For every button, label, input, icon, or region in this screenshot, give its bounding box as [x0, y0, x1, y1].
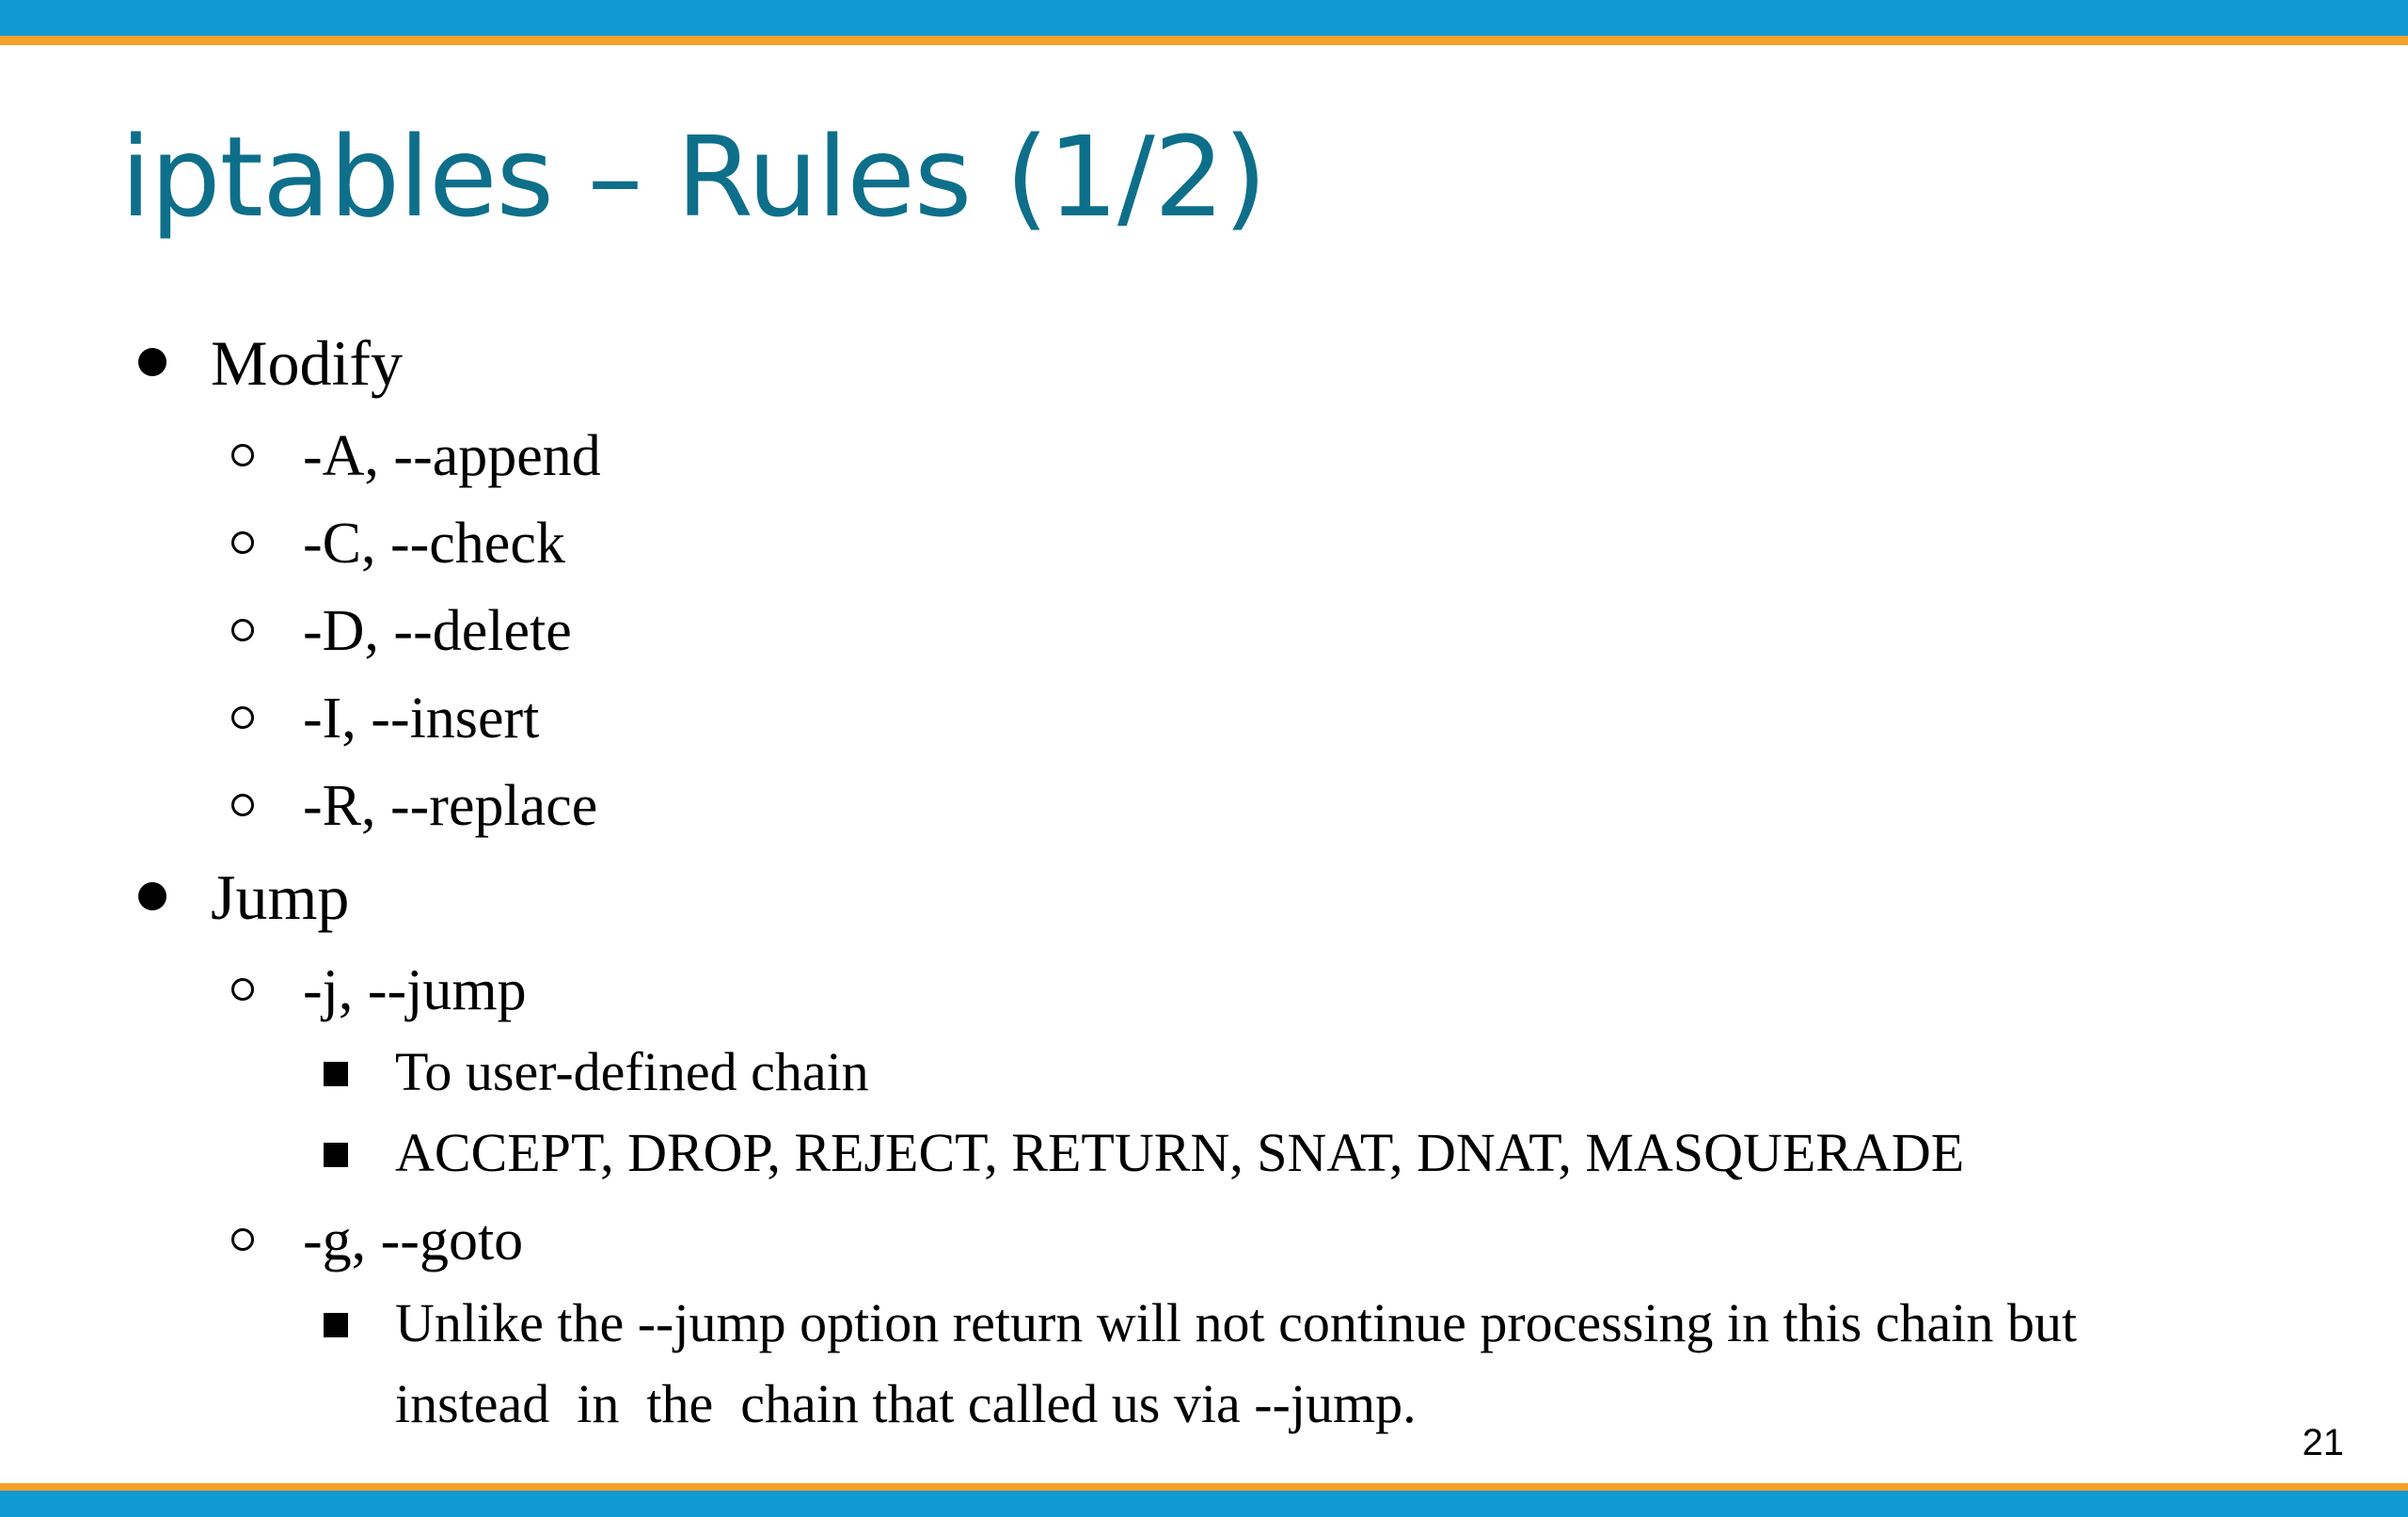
bullet-square-icon — [324, 1062, 348, 1086]
bottom-accent-stripe — [0, 1483, 2408, 1491]
list-item-text: -C, --check — [303, 512, 565, 576]
bullet-circle-icon — [231, 706, 254, 729]
list-item-text: -g, --goto — [303, 1209, 524, 1272]
bullet-text: Modify — [211, 327, 403, 399]
bullet-square-icon — [324, 1313, 348, 1337]
sub-item-goto-description-continued: instead in the chain that called us via --jump. — [395, 1373, 1417, 1434]
sub-item-text: ACCEPT, DROP, REJECT, RETURN, SNAT, DNAT, MASQUERADE — [395, 1122, 1965, 1183]
bullet-disc-icon — [138, 882, 166, 910]
top-band — [0, 0, 2408, 36]
list-item-text: -j, --jump — [303, 958, 527, 1022]
slide-title: iptables – Rules (1/2) — [120, 112, 1266, 242]
bullet-text: Jump — [211, 861, 350, 933]
page-number: 21 — [2302, 1422, 2344, 1463]
bullet-circle-icon — [231, 444, 254, 466]
bottom-band — [0, 1491, 2408, 1517]
bullet-circle-icon — [231, 619, 254, 641]
bullet-square-icon — [324, 1143, 348, 1167]
list-item-text: -I, --insert — [303, 687, 540, 751]
bullet-circle-icon — [231, 531, 254, 554]
bullet-circle-icon — [231, 978, 254, 1001]
list-item-text: -D, --delete — [303, 599, 572, 663]
sub-item-text: To user-defined chain — [395, 1041, 869, 1102]
list-item-text: -A, --append — [303, 424, 601, 488]
bullet-disc-icon — [138, 348, 166, 376]
bullet-circle-icon — [231, 1228, 254, 1251]
top-accent-stripe — [0, 36, 2408, 45]
list-item-text: -R, --replace — [303, 774, 598, 838]
bullet-circle-icon — [231, 794, 254, 816]
sub-item-text: Unlike the --jump option return will not continue processing in this chain but — [395, 1292, 2078, 1353]
